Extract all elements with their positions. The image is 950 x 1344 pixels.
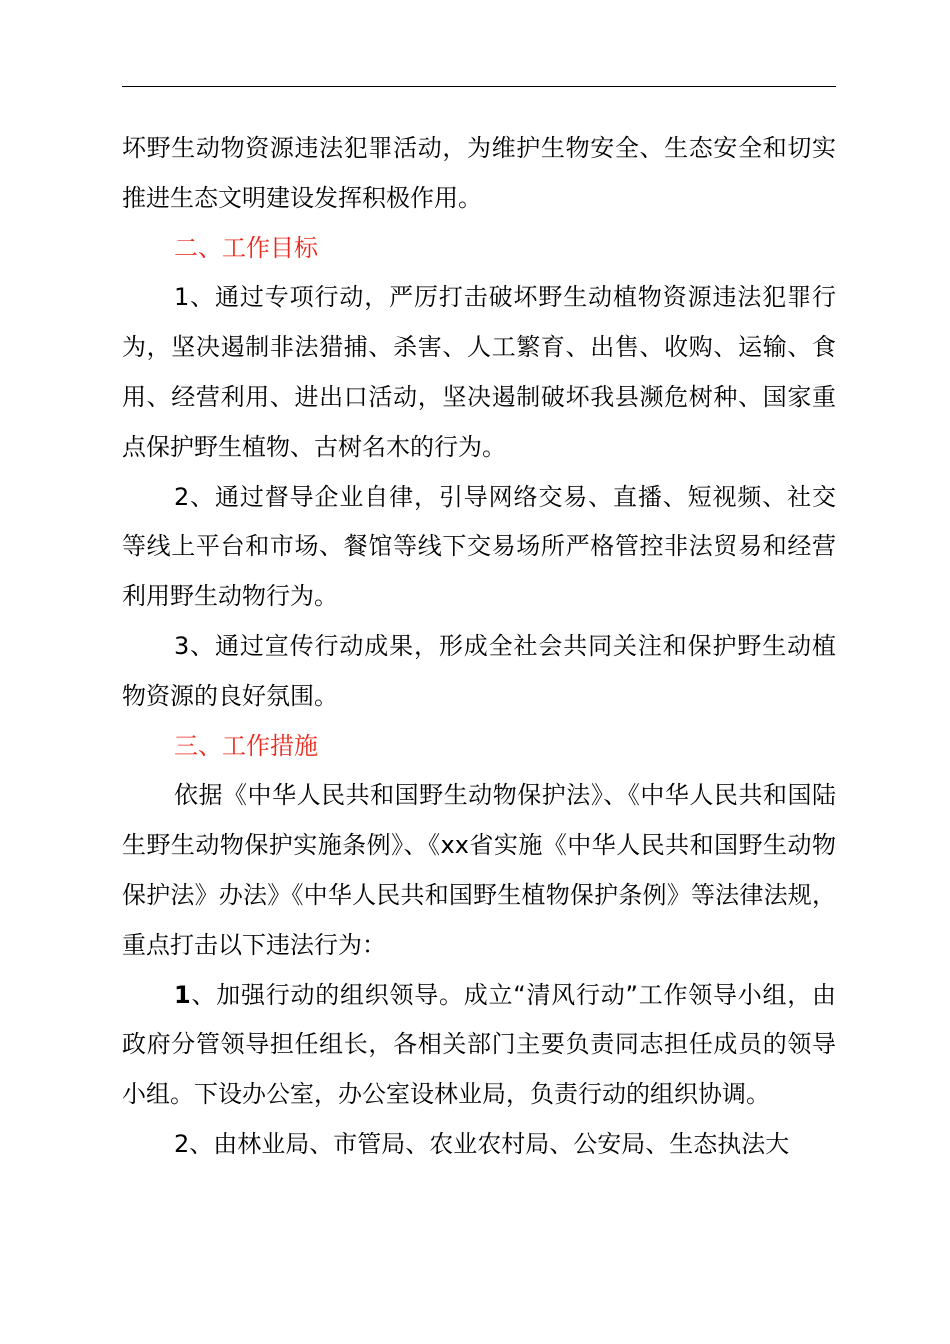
goal-item-2: 2、通过督导企业自律，引导网络交易、直播、短视频、社交等线上平台和市场、餐馆等线下交易场所严格管控非法贸易和经营利用野生动物行为。	[122, 482, 836, 611]
goal-item-1: 1、通过专项行动，严厉打击破坏野生动植物资源违法犯罪行为，坚决遏制非法猎捕、杀害、人工繁育、出售、收购、运输、食用、经营利用、进出口活动，坚决遏制破坏我县濒危树种、国家重点保护野生植物、古树名木的行为。	[122, 283, 836, 461]
section-heading-work-measures: 三、工作措施	[174, 731, 318, 760]
header-rule	[122, 86, 836, 87]
measure-item-1-text: 、加强行动的组织领导。成立“清风行动”工作领导小组，由政府分管领导担任组长，各相关部门主要负责同志担任成员的领导小组。下设办公室，办公室设林业局，负责行动的组织协调。	[122, 980, 836, 1109]
goal-item-3: 3、通过宣传行动成果，形成全社会共同关注和保护野生动植物资源的良好氛围。	[122, 631, 836, 710]
legal-basis-paragraph: 依据《中华人民共和国野生动物保护法》、《中华人民共和国陆生野生动物保护实施条例》、《xx省实施《中华人民共和国野生动物保护法》办法》《中华人民共和国野生植物保护条例》等法律法规，重点打击以下违法行为：	[122, 781, 836, 959]
measure-item-1	[122, 971, 836, 1120]
section-heading-work-goals: 二、工作目标	[174, 233, 318, 262]
document-body	[122, 124, 836, 1170]
measure-item-1-number: 1	[174, 980, 191, 1009]
measure-item-2: 2、由林业局、市管局、农业农村局、公安局、生态执法大	[174, 1129, 790, 1158]
paragraph-continuation: 坏野生动物资源违法犯罪活动，为维护生物安全、生态安全和切实推进生态文明建设发挥积极作用。	[122, 134, 836, 212]
